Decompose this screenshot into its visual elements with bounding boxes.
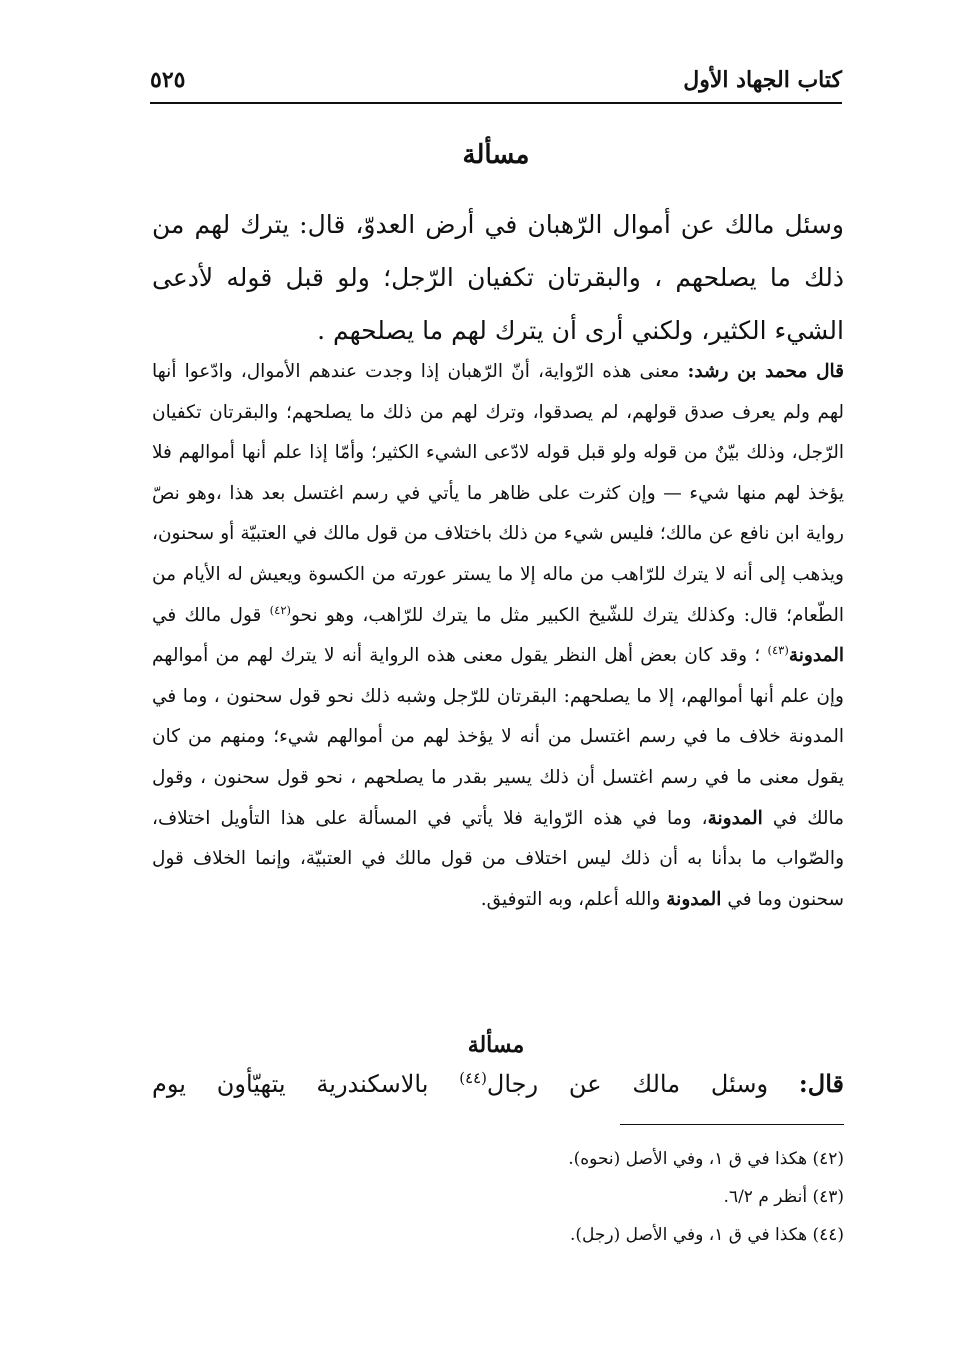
footnote: (٤٤) هكذا في ق ١، وفي الأصل (رجل). xyxy=(570,1225,844,1245)
footnote-ref: (٤٣) xyxy=(767,643,789,657)
footnote-ref: (٤٤) xyxy=(459,1069,487,1087)
footnotes xyxy=(300,1140,844,1254)
page-number: ٥٢٥ xyxy=(150,67,186,93)
commentary-text: والله أعلم، وبه التوفيق. xyxy=(480,888,667,910)
question-paragraph xyxy=(152,1062,844,1106)
question-text: بالاسكندرية يتهيّأون يوم xyxy=(152,1070,460,1098)
section-title: مسألة xyxy=(462,140,530,170)
question-paragraph: وسئل مالك عن أموال الرّهبان في أرض العدوّ، قال: يترك لهم من ذلك ما يصلحهم ، والبقرتان تكفيان الرّجل؛ ولو قبل قوله لأدعى الشيء الكثير، ولكني أرى أن يترك لهم ما يصلحهم . xyxy=(152,210,844,345)
source-name: المدونة xyxy=(707,807,763,829)
commentary-lead: قال محمد بن رشد: xyxy=(687,361,844,382)
commentary-text: ، وما في هذه الرّواية فلا يأتي في المسألة على هذا التأويل اختلاف، والصّواب ما بدأنا به أن ذلك ليس اختلاف من قول مالك في العتبيّة، وإنما الخلاف قول سحنون وما في xyxy=(152,807,844,910)
source-name: المدونة xyxy=(788,645,844,667)
section-title: مسألة xyxy=(467,1032,525,1058)
commentary-text: ؛ وقد كان بعض أهل النظر يقول معنى هذه الرواية أنه لا يترك لهم من أموالهم وإن علم أنها أموالهم، إلا ما يصلحهم: البقرتان للرّجل وشبه ذلك نحو قول سحنون ، وما في المدونة خلاف ما في رسم اغتسل من أنه لا يؤخذ لهم من أموالهم شيء؛ ومنهم من كان يقول معنى ما في رسم اغتسل أن ذلك يسير بقدر ما يصلحهم ، نحو قول سحنون ، وقول مالك في xyxy=(152,645,844,829)
footnote-rule xyxy=(620,1124,844,1125)
footnote-ref: (٤٢) xyxy=(269,602,291,617)
source-name: المدونة xyxy=(666,888,722,910)
commentary-paragraph xyxy=(152,352,844,920)
commentary-text: معنى هذه الرّواية، أنّ الرّهبان إذا وجدت عندهم الأموال، وادّعوا أنها لهم ولم يعرف صدق قولهم، لم يصدقوا، وترك لهم من ذلك ما يصلحهم؛ والبقرتان تكفيان الرّجل، وذلك بيّنٌ من قوله ولو قبل قوله لادّعى الشيء الكثير؛ وأمّا إذا علم أنها أموالهم فلا يؤخذ لهم منها شيء — وإن كثرت على ظاهر ما يأتي في رسم اغتسل بعد هذا ،وهو نصّ رواية ابن نافع عن مالك؛ فليس شيء من ذلك باختلاف من قول مالك في العتبيّة أو سحنون، ويذهب إلى أنه لا يترك للرّاهب من ماله إلا ما يستر عورته من الكسوة ويعيش له الأيام من الطّعام؛ قال: وكذلك يترك للشّيخ الكبير مثل ما يترك للرّاهب، وهو نحو xyxy=(152,361,844,626)
question-lead: قال: xyxy=(798,1069,844,1098)
footnote: (٤٣) أنظر م ٦/٢. xyxy=(723,1187,844,1207)
footnote: (٤٢) هكذا في ق ١، وفي الأصل (نحوه). xyxy=(568,1149,844,1169)
commentary-text: قول مالك في xyxy=(152,604,270,626)
running-header xyxy=(150,62,842,98)
running-title: كتاب الجهاد الأول xyxy=(683,67,842,93)
question-text: وسئل مالك عن رجال xyxy=(486,1070,799,1098)
header-rule xyxy=(150,102,842,104)
